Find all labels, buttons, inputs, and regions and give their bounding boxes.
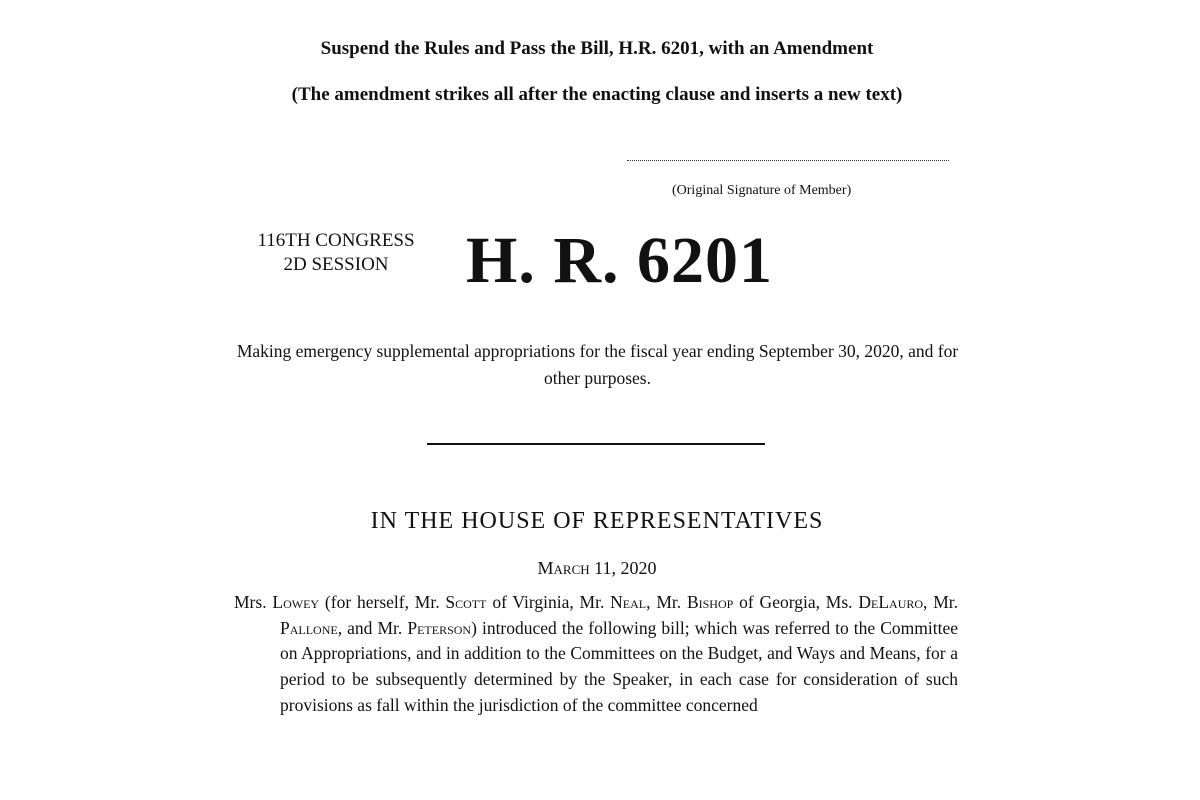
cosponsor-text: , Mr. [923,592,959,612]
cosponsor-text: , and Mr. [337,617,403,638]
cosponsor-name: DeLauro [858,592,924,612]
sponsor-name: Lowey [272,592,320,612]
introduction-body: ) introduced the following bill; which was referred to the Committee on Appropriations, and in addition to the Committees on the Budget, and Ways and Means, for a period to be subsequently determined by the Speaker, in each case for consideration of such provisions as fall within the jurisdiction of the committee concerned [280,617,958,715]
session-label: 2D SESSION [283,254,389,275]
motion-title: Suspend the Rules and Pass the Bill, H.R. 6201, with an Amendment [320,38,874,59]
introduction-date: March 11, 2020 [537,558,657,578]
bill-purpose: Making emergency supplemental appropriations for the fiscal year ending September 30, 2020, and for other purposes. [236,341,959,388]
sponsor-title: Mrs. [234,592,267,612]
congress-session-block [234,229,438,277]
amendment-note: (The amendment strikes all after the enacting clause and inserts a new text) [291,84,903,105]
cosponsor-text: of Georgia, Ms. [739,592,853,612]
introduction-paragraph [234,590,959,719]
congress-label: 116TH CONGRESS [257,230,415,251]
cosponsor-text: of Virginia, Mr. [492,592,605,612]
cosponsor-name: Bishop [686,592,734,612]
cosponsor-name: Peterson [407,617,472,638]
signature-caption: (Original Signature of Member) [672,183,852,198]
cosponsor-name: Scott [445,592,487,612]
bill-number: H. R. 6201 [466,224,773,297]
cosponsor-name: Pallone [280,617,338,638]
cosponsor-lead: (for herself, Mr. [324,592,440,612]
cosponsor-name: Neal [610,592,647,612]
signature-line [627,160,949,161]
cosponsor-text: , Mr. [646,592,682,612]
section-divider [427,443,765,445]
house-heading: IN THE HOUSE OF REPRESENTATIVES [370,508,824,534]
